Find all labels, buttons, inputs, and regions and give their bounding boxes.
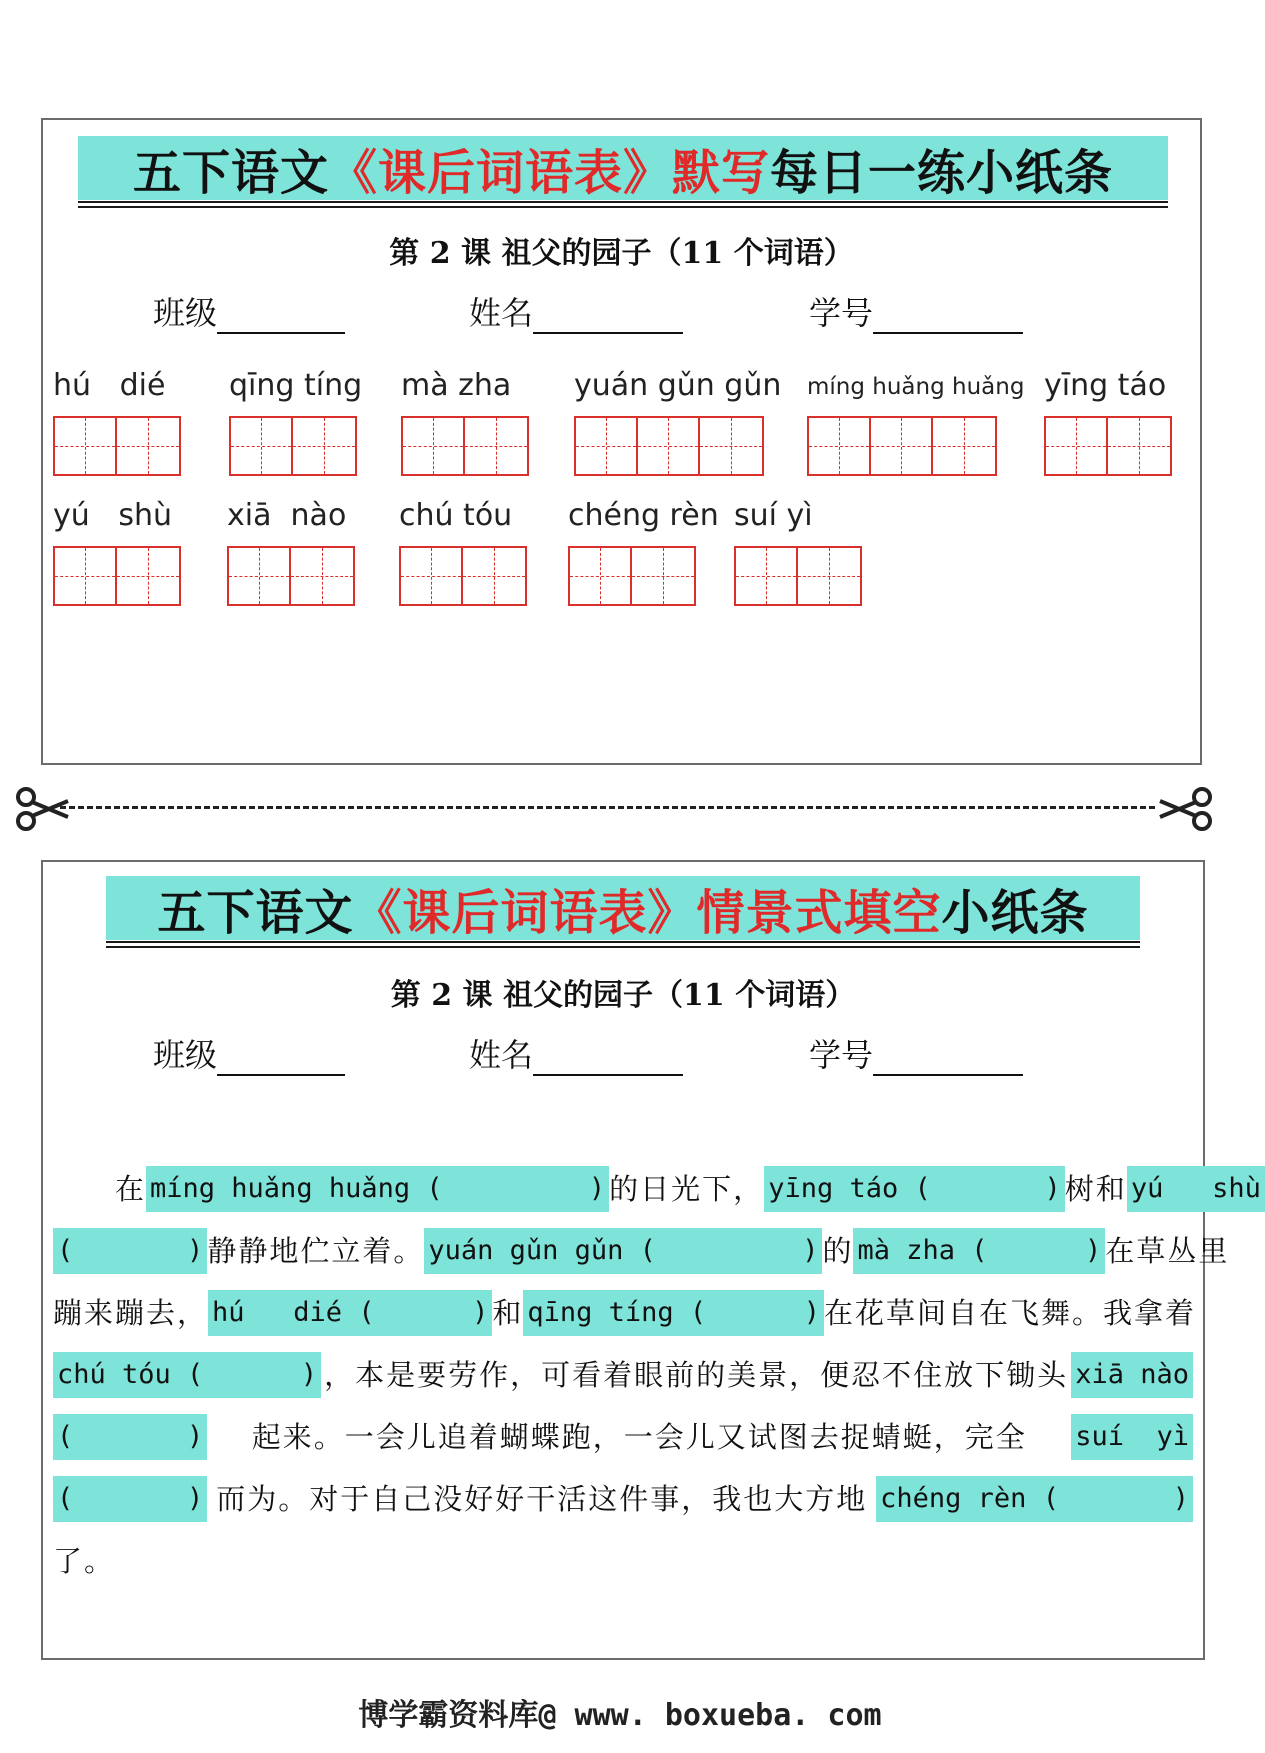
- word-pinyin: míng huǎng huǎng: [807, 374, 1025, 400]
- paragraph-text: 在: [53, 1172, 147, 1206]
- pinyin-blank[interactable]: yīng táo ( ): [764, 1166, 1065, 1212]
- scissors-icon: [14, 785, 70, 833]
- pinyin-blank[interactable]: ( ): [53, 1414, 207, 1460]
- paragraph-text: 起来。一会儿追着蝴蝶跑，一会儿又试图去捉蜻蜓，完全: [251, 1420, 1027, 1454]
- name-blank[interactable]: [533, 300, 683, 334]
- paragraph-line: [53, 1220, 1230, 1282]
- writing-grid[interactable]: [401, 416, 529, 476]
- tianzige-cell[interactable]: [117, 548, 179, 604]
- lesson-subtitle: 第 2 课 祖父的园子（11 个词语）: [389, 236, 854, 271]
- pinyin-blank[interactable]: chéng rèn ( ): [876, 1476, 1193, 1522]
- name-label: 姓名: [469, 1036, 534, 1074]
- writing-grid[interactable]: [1044, 416, 1172, 476]
- scissors-icon: [1158, 785, 1214, 833]
- paragraph-text: 在花草间自在飞舞。我拿着: [823, 1296, 1196, 1330]
- tianzige-cell[interactable]: [638, 418, 700, 474]
- writing-grid[interactable]: [53, 546, 181, 606]
- fill-in-title-banner: [106, 868, 1140, 948]
- pinyin-blank[interactable]: qīng tíng ( ): [523, 1290, 824, 1336]
- pinyin-blank[interactable]: xiā nào: [1071, 1352, 1193, 1398]
- paragraph-line: [53, 1468, 1193, 1530]
- paragraph-line: [53, 1282, 1196, 1344]
- title-rule: [106, 946, 1140, 948]
- pinyin-blank[interactable]: suí yì: [1071, 1414, 1193, 1460]
- tianzige-cell[interactable]: [570, 548, 632, 604]
- student-number-field: [809, 288, 1023, 334]
- student-number-blank[interactable]: [873, 1042, 1023, 1076]
- paragraph-line: [53, 1344, 1193, 1406]
- class-blank[interactable]: [217, 300, 345, 334]
- pinyin-blank[interactable]: míng huǎng huǎng ( ): [146, 1166, 609, 1212]
- name-field: [469, 288, 683, 334]
- student-number-blank[interactable]: [873, 300, 1023, 334]
- tianzige-cell[interactable]: [231, 418, 293, 474]
- tianzige-cell[interactable]: [933, 418, 995, 474]
- paragraph-text: 在草丛里: [1105, 1234, 1230, 1268]
- tianzige-cell[interactable]: [293, 418, 355, 474]
- pinyin-blank[interactable]: ( ): [53, 1476, 207, 1522]
- class-label: 班级: [153, 1036, 218, 1074]
- title-rule: [78, 206, 1168, 208]
- pinyin-blank[interactable]: mà zha ( ): [853, 1228, 1105, 1274]
- paragraph-line: [53, 1530, 1193, 1592]
- tianzige-cell[interactable]: [576, 418, 638, 474]
- writing-grid[interactable]: [53, 416, 181, 476]
- paragraph-text: 蹦来蹦去，: [53, 1296, 209, 1330]
- tianzige-cell[interactable]: [871, 418, 933, 474]
- tianzige-cell[interactable]: [55, 548, 117, 604]
- paragraph-line: [53, 1406, 1193, 1468]
- name-field: [469, 1030, 683, 1076]
- paragraph-text: 和: [492, 1296, 524, 1330]
- paragraph-text: 静静地伫立着。: [207, 1234, 425, 1268]
- writing-grid[interactable]: [574, 416, 764, 476]
- lesson-subtitle: 第 2 课 祖父的园子（11 个词语）: [390, 978, 856, 1013]
- word-pinyin: hú dié: [53, 368, 166, 403]
- pinyin-blank[interactable]: hú dié ( ): [208, 1290, 492, 1336]
- tianzige-cell[interactable]: [291, 548, 353, 604]
- pinyin-blank[interactable]: chú tóu ( ): [53, 1352, 321, 1398]
- word-pinyin: mà zha: [401, 368, 512, 403]
- dictation-title-banner: [78, 128, 1168, 208]
- student-number-label: 学号: [809, 1036, 874, 1074]
- tianzige-cell[interactable]: [798, 548, 860, 604]
- tianzige-cell[interactable]: [1046, 418, 1108, 474]
- story-paragraph: [53, 1158, 1261, 1592]
- paragraph-text: 的日光下，: [609, 1172, 765, 1206]
- writing-grid[interactable]: [229, 416, 357, 476]
- tianzige-cell[interactable]: [401, 548, 463, 604]
- pinyin-blank[interactable]: ( ): [53, 1228, 207, 1274]
- tianzige-cell[interactable]: [55, 418, 117, 474]
- class-field: [153, 1030, 345, 1076]
- pinyin-blank[interactable]: yuán gǔn gǔn ( ): [424, 1228, 822, 1274]
- word-pinyin: yuán gǔn gǔn: [574, 368, 782, 403]
- tianzige-cell[interactable]: [117, 418, 179, 474]
- writing-grid[interactable]: [807, 416, 997, 476]
- paragraph-text: ，本是要劳作，可看着眼前的美景，便忍不住放下锄头: [324, 1358, 1069, 1392]
- word-pinyin: yīng táo: [1044, 368, 1167, 403]
- name-blank[interactable]: [533, 1042, 683, 1076]
- paragraph-text: 树和: [1064, 1172, 1127, 1206]
- tianzige-cell[interactable]: [736, 548, 798, 604]
- student-number-label: 学号: [809, 294, 874, 332]
- dictation-card: [41, 118, 1202, 765]
- word-pinyin: suí yì: [734, 498, 813, 533]
- tianzige-cell[interactable]: [632, 548, 694, 604]
- tianzige-cell[interactable]: [463, 548, 525, 604]
- tianzige-cell[interactable]: [229, 548, 291, 604]
- writing-grid[interactable]: [227, 546, 355, 606]
- cut-line: [60, 806, 1155, 809]
- tianzige-cell[interactable]: [465, 418, 527, 474]
- paragraph-line: [53, 1158, 1261, 1220]
- word-pinyin: qīng tíng: [229, 368, 363, 403]
- pinyin-blank[interactable]: yú shù: [1127, 1166, 1265, 1212]
- class-blank[interactable]: [217, 1042, 345, 1076]
- word-pinyin: chú tóu: [399, 498, 513, 533]
- dictation-title: 五下语文《课后词语表》默写每日一练小纸条: [132, 144, 1114, 201]
- class-label: 班级: [153, 294, 218, 332]
- word-pinyin: xiā nào: [227, 498, 347, 533]
- student-number-field: [809, 1030, 1023, 1076]
- tianzige-cell[interactable]: [700, 418, 762, 474]
- word-pinyin: chéng rèn: [568, 498, 719, 533]
- tianzige-cell[interactable]: [403, 418, 465, 474]
- paragraph-text: 的: [822, 1234, 854, 1268]
- paragraph-text: 而为。对于自己没好好干活这件事，我也大方地: [216, 1482, 868, 1516]
- writing-grid[interactable]: [568, 546, 696, 606]
- tianzige-cell[interactable]: [809, 418, 871, 474]
- word-pinyin: yú shù: [53, 498, 173, 533]
- tianzige-cell[interactable]: [1108, 418, 1170, 474]
- writing-grid[interactable]: [734, 546, 862, 606]
- writing-grid[interactable]: [399, 546, 527, 606]
- class-field: [153, 288, 345, 334]
- name-label: 姓名: [469, 294, 534, 332]
- footer-watermark: 博学霸资料库@ www. boxueba. com: [358, 1698, 882, 1733]
- paragraph-text: 了。: [53, 1544, 116, 1578]
- fill-in-title: 五下语文《课后词语表》情景式填空小纸条: [157, 884, 1089, 941]
